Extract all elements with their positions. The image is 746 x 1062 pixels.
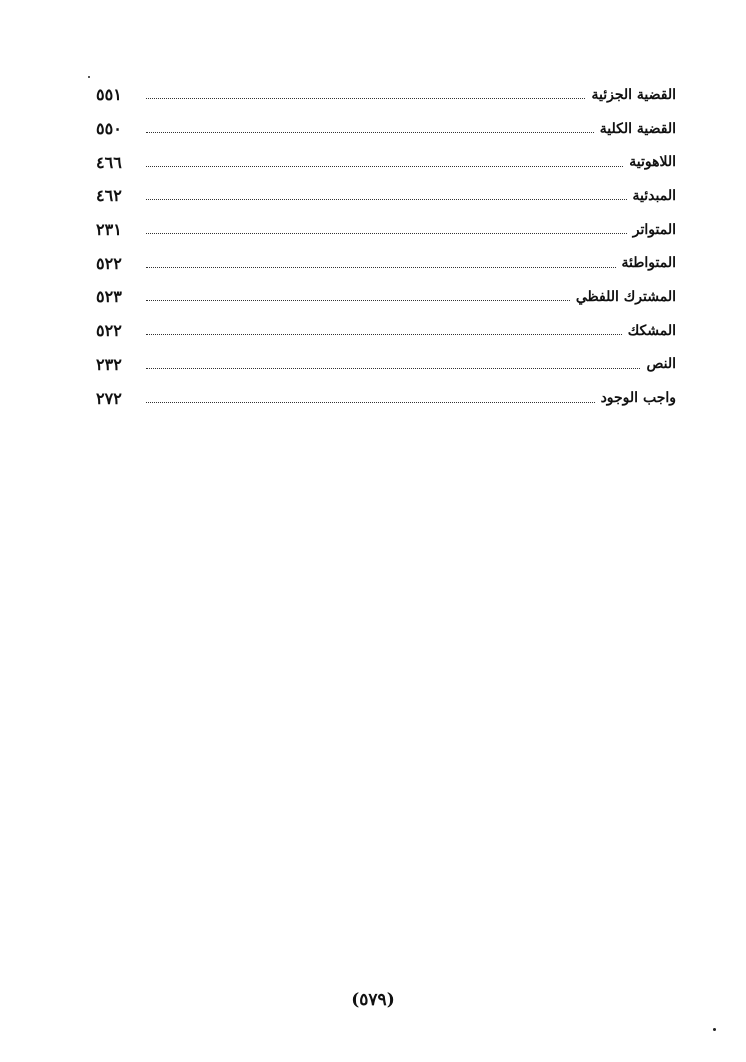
index-term: النص: [646, 356, 676, 373]
index-page-number: ٢٣٢: [96, 354, 122, 374]
index-term: المتواتر: [632, 221, 676, 238]
index-page-number: ٥٥٠: [96, 119, 122, 139]
scan-speck: [713, 1028, 716, 1031]
index-entry: [96, 348, 676, 382]
index-entry: [96, 179, 676, 213]
index-term: القضية الكلية: [599, 120, 676, 137]
dot-leader: [146, 166, 623, 167]
dot-leader: [146, 98, 585, 99]
index-term: القضية الجزئية: [591, 86, 676, 103]
index-page-number: ٢٧٢: [96, 388, 122, 408]
dot-leader: [146, 334, 622, 335]
index-entry: [96, 78, 676, 112]
dot-leader: [146, 132, 594, 133]
index-entry: [96, 112, 676, 146]
scan-speck: [88, 76, 90, 78]
index-page-number: ٥٢٢: [96, 321, 122, 341]
dot-leader: [146, 368, 640, 369]
index-entry: [96, 314, 676, 348]
dot-leader: [146, 233, 627, 234]
index-page-number: ٥٢٢: [96, 253, 122, 273]
index-entry: [96, 145, 676, 179]
index-term: اللاهوتية: [629, 154, 676, 171]
index-term: المتواطئة: [621, 255, 676, 272]
index-page-number: ٤٦٦: [96, 152, 122, 172]
index-term: واجب الوجود: [600, 390, 676, 407]
index-term: المشترك اللفظي: [575, 288, 676, 305]
index-entry: [96, 213, 676, 247]
index-page-number: ٢٣١: [96, 220, 122, 240]
index-entry: [96, 280, 676, 314]
index-entry: [96, 381, 676, 415]
dot-leader: [146, 402, 595, 403]
dot-leader: [146, 267, 616, 268]
index-term: المشكك: [627, 322, 676, 339]
index-page-number: ٥٢٣: [96, 287, 122, 307]
index-page-number: ٥٥١: [96, 85, 122, 105]
page-number-footer: (٥٧٩): [351, 990, 395, 1010]
dot-leader: [146, 199, 627, 200]
dot-leader: [146, 300, 570, 301]
index-page-number: ٤٦٢: [96, 186, 122, 206]
index-list: [96, 78, 676, 415]
index-entry: [96, 246, 676, 280]
index-term: المبدئية: [632, 187, 676, 204]
